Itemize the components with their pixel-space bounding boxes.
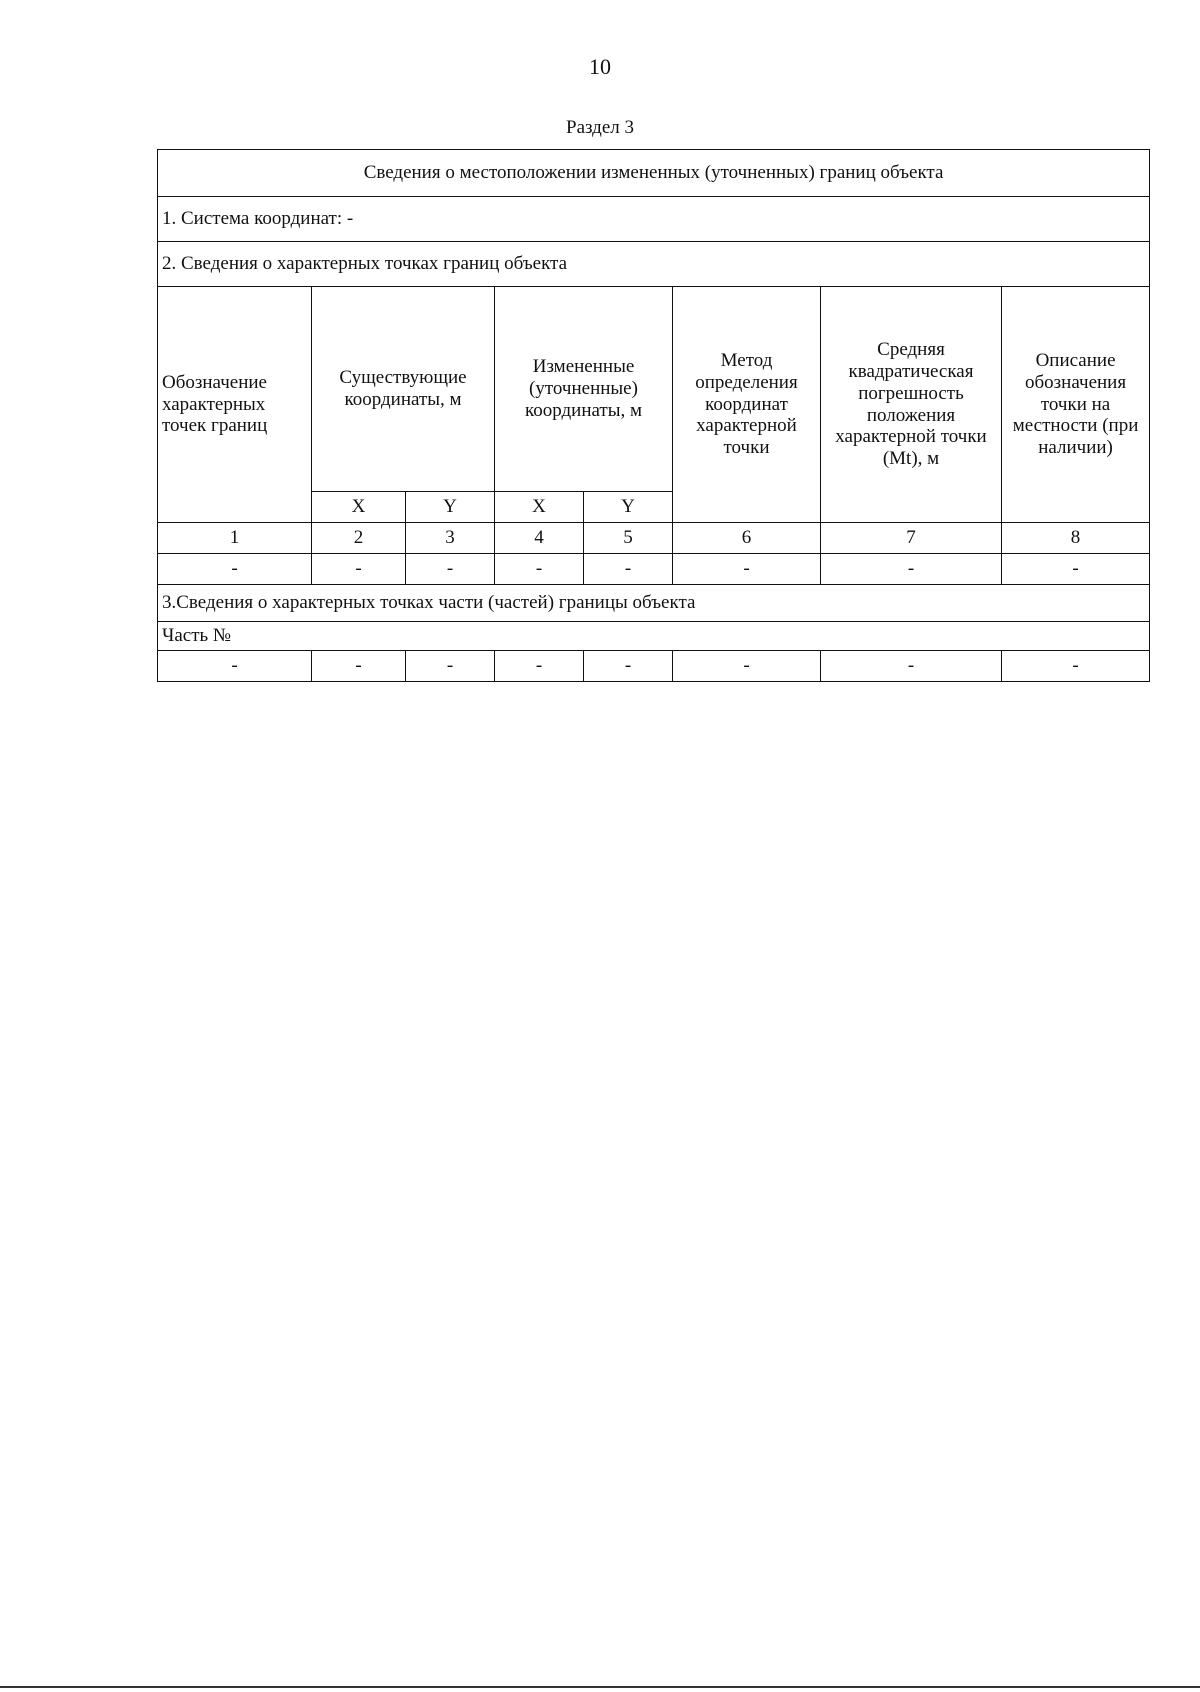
header-changed-coordinates: Измененные (уточненные) координаты, м (495, 287, 673, 492)
table-cell: - (312, 651, 406, 682)
table-cell: - (406, 554, 495, 585)
table-row (158, 651, 1150, 682)
table-row (158, 554, 1150, 585)
sub-header-changed-y: Y (584, 492, 673, 523)
table-cell: - (673, 554, 821, 585)
table-cell: - (158, 651, 312, 682)
table-cell: - (673, 651, 821, 682)
table-title: Сведения о местоположении измененных (уточненных) границ объекта (158, 150, 1150, 197)
page-bottom-rule (0, 1686, 1200, 1688)
table-cell: - (584, 554, 673, 585)
sub-header-changed-x: X (495, 492, 584, 523)
column-number: 5 (584, 523, 673, 554)
column-number: 2 (312, 523, 406, 554)
column-numbers-row (158, 523, 1150, 554)
table-cell: - (1002, 554, 1150, 585)
header-method: Метод определения координат характерной точки (673, 287, 821, 523)
table-cell: - (495, 554, 584, 585)
part-number-label: Часть № (158, 622, 1150, 651)
column-number: 3 (406, 523, 495, 554)
table-cell: - (406, 651, 495, 682)
boundary-points-table (157, 149, 1150, 682)
table-cell: - (821, 651, 1002, 682)
page-number: 10 (589, 54, 611, 79)
points-section-heading: 2. Сведения о характерных точках границ объекта (158, 242, 1150, 287)
table-cell: - (1002, 651, 1150, 682)
column-number: 4 (495, 523, 584, 554)
table-cell: - (495, 651, 584, 682)
sub-header-existing-x: X (312, 492, 406, 523)
parts-section-heading: 3.Сведения о характерных точках части (частей) границы объекта (158, 585, 1150, 622)
table-cell: - (584, 651, 673, 682)
column-number: 7 (821, 523, 1002, 554)
table-cell: - (158, 554, 312, 585)
column-number: 1 (158, 523, 312, 554)
table-cell: - (821, 554, 1002, 585)
coordinate-system-row: 1. Система координат: - (158, 197, 1150, 242)
section-label: Раздел 3 (566, 117, 634, 138)
sub-header-existing-y: Y (406, 492, 495, 523)
column-number: 6 (673, 523, 821, 554)
table-cell: - (312, 554, 406, 585)
header-mean-error: Средняя квадратическая погрешность положения характерной точки (Mt), м (821, 287, 1002, 523)
header-designation: Обозначение характерных точек границ (158, 287, 312, 523)
header-description: Описание обозначения точки на местности (при наличии) (1002, 287, 1150, 523)
header-existing-coordinates: Существующие координаты, м (312, 287, 495, 492)
column-number: 8 (1002, 523, 1150, 554)
